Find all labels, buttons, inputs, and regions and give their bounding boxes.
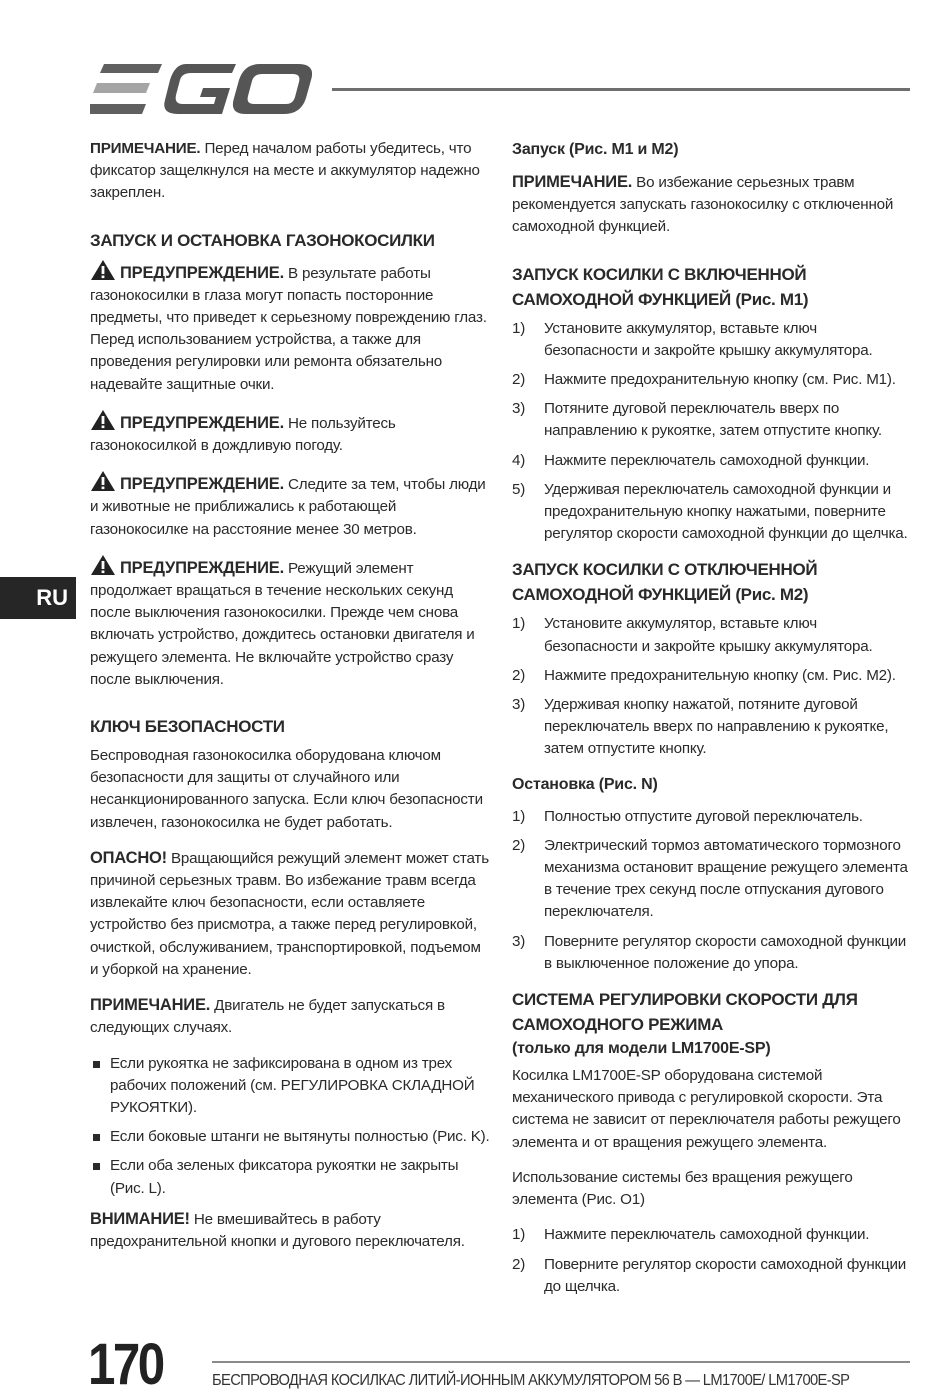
warning-icon bbox=[90, 409, 116, 431]
step-item: 3) Поверните регулятор скорости самоходной функции в выключенное положение до упора. bbox=[512, 932, 907, 972]
footer-rule bbox=[212, 1361, 910, 1363]
warning-label: ПРЕДУПРЕЖДЕНИЕ. bbox=[120, 475, 284, 494]
warning-paragraph bbox=[90, 470, 490, 541]
section-heading-safety-key: КЛЮЧ БЕЗОПАСНОСТИ bbox=[90, 717, 285, 737]
list-item: Если рукоятка не зафиксирована в одном из трех рабочих положений (см. РЕГУЛИРОВКА СКЛАДНОЙ РУКОЯТКИ). bbox=[90, 1053, 490, 1120]
language-tab: RU bbox=[0, 577, 76, 619]
bullet-square-icon bbox=[93, 1061, 100, 1068]
warning-text: В результате работы газонокосилки в глаза могут попасть посторонние предметы, что приведет к серьезному повреждению глаз. Перед использованием устройства, а также для проведения регулировки или ремонта обязательно надевайте защитные очки. bbox=[90, 264, 487, 393]
step-item: 2) Нажмите предохранительную кнопку (см. Рис. M1). bbox=[512, 371, 896, 389]
note-paragraph bbox=[90, 994, 490, 1039]
step-item: 3) Потяните дуговой переключатель вверх по направлению к рукоятке, затем отпустите кнопку. bbox=[512, 400, 882, 440]
step-item: 1) Полностью отпустите дуговой переключатель. bbox=[512, 807, 863, 825]
step-item: 2) Поверните регулятор скорости самоходной функции до щелчка. bbox=[512, 1255, 907, 1295]
warning-icon bbox=[90, 470, 116, 492]
usage-paragraph: Использование системы без вращения режущего элемента (Рис. O1) bbox=[512, 1168, 853, 1209]
speed-paragraph: Косилка LM1700E-SP оборудована системой механического привода с регулировкой скорости. Эта система не зависит от переключателя работы режущего элемента и от вращения режущего элемента. bbox=[512, 1067, 901, 1151]
conditions-list bbox=[90, 1053, 490, 1200]
step-item: 4) Нажмите переключатель самоходной функции. bbox=[512, 451, 870, 469]
speed-subtitle: (только для модели LM1700E-SP) bbox=[512, 1040, 771, 1058]
danger-paragraph bbox=[90, 847, 490, 981]
bullet-square-icon bbox=[93, 1163, 100, 1170]
stop-heading: Остановка (Рис. N) bbox=[512, 775, 658, 793]
section-heading-start-manual: ЗАПУСК КОСИЛКИ С ОТКЛЮЧЕННОЙ САМОХОДНОЙ ФУНКЦИЕЙ (Рис. M2) bbox=[512, 560, 818, 605]
ego-logo bbox=[90, 64, 312, 114]
footer-text: БЕСПРОВОДНАЯ КОСИЛКАС ЛИТИЙ-ИОННЫМ АККУМУЛЯТОРОМ 56 В — LM1700E/ LM1700E-SP bbox=[212, 1372, 850, 1389]
steps-list bbox=[512, 613, 912, 760]
warning-label: ПРЕДУПРЕЖДЕНИЕ. bbox=[120, 558, 284, 577]
steps-list bbox=[512, 806, 912, 975]
warning-icon bbox=[90, 554, 116, 576]
start-heading: Запуск (Рис. M1 и M2) bbox=[512, 141, 679, 158]
note-label: ПРИМЕЧАНИЕ. bbox=[512, 173, 633, 191]
warning-paragraph bbox=[90, 554, 490, 691]
warning-text: Не пользуйтесь газонокосилкой в дождливую погоду. bbox=[90, 414, 396, 455]
step-item: 5) Удерживая переключатель самоходной функции и предохранительную кнопку нажатыми, поверните регулятор скорости самоходной функции до щелчка. bbox=[512, 480, 908, 543]
list-item: Если оба зеленых фиксатора рукоятки не закрыты (Рис. L). bbox=[90, 1155, 490, 1199]
steps-list bbox=[512, 1224, 912, 1298]
warning-text: Следите за тем, чтобы люди и животные не приближались к работающей газонокосилке на расстояние менее 30 метров. bbox=[90, 476, 486, 538]
note-label: ПРИМЕЧАНИЕ. bbox=[90, 996, 211, 1015]
note-text: Двигатель не будет запускаться в следующих случаях. bbox=[90, 997, 445, 1037]
section-heading-start-stop: ЗАПУСК И ОСТАНОВКА ГАЗОНОКОСИЛКИ bbox=[90, 230, 435, 250]
note-text: Перед началом работы убедитесь, что фиксатор защелкнулся на месте и аккумулятор надежно закреплен. bbox=[90, 140, 480, 202]
warning-label: ПРЕДУПРЕЖДЕНИЕ. bbox=[120, 263, 284, 282]
section-heading-start-self-propelled: ЗАПУСК КОСИЛКИ С ВКЛЮЧЕННОЙ САМОХОДНОЙ ФУНКЦИЕЙ (Рис. M1) bbox=[512, 264, 809, 309]
warning-paragraph bbox=[90, 409, 490, 457]
step-item: 1) Установите аккумулятор, вставьте ключ безопасности и закройте крышку аккумулятора. bbox=[512, 319, 873, 359]
note-label: ПРИМЕЧАНИЕ. bbox=[90, 140, 201, 157]
attention-text: Не вмешивайтесь в работу предохранительной кнопки и дугового переключателя. bbox=[90, 1210, 465, 1250]
header-rule bbox=[332, 88, 910, 91]
note-paragraph bbox=[90, 138, 490, 205]
note-text: Во избежание серьезных травм рекомендуется запускать газонокосилку с отключенной самоходной функцией. bbox=[512, 174, 894, 236]
step-item: 2) Нажмите предохранительную кнопку (см. Рис. M2). bbox=[512, 666, 896, 684]
danger-label: ОПАСНО! bbox=[90, 848, 167, 867]
danger-text: Вращающийся режущий элемент может стать причиной серьезных травм. Во избежание травм всегда извлекайте ключ безопасности, если оставляете устройство без присмотра, а также перед регулировкой, очисткой, обслуживанием, транспортировкой, подъемом и уборкой на хранение. bbox=[90, 849, 489, 978]
warning-icon bbox=[90, 259, 116, 281]
left-column bbox=[90, 138, 490, 1266]
safety-key-paragraph: Беспроводная газонокосилка оборудована ключом безопасности для защиты от случайного или несанкционированного запуска. Если ключ безопасности извлечен, газонокосилка не будет работать. bbox=[90, 747, 483, 831]
warning-label: ПРЕДУПРЕЖДЕНИЕ. bbox=[120, 413, 284, 432]
step-item: 3) Удерживая кнопку нажатой, потяните дуговой переключатель вверх по направлению к рукоятке, затем отпустите кнопку. bbox=[512, 696, 889, 758]
right-column bbox=[512, 138, 912, 1310]
list-item: Если боковые штанги не вытянуты полностью (Рис. K). bbox=[90, 1126, 490, 1148]
attention-paragraph bbox=[90, 1208, 490, 1253]
warning-text: Режущий элемент продолжает вращаться в течение нескольких секунд после выключения газонокосилки. Прежде чем снова включать устройство, дождитесь остановки двигателя и режущего элемента. Не включайте устройство сразу после выключения. bbox=[90, 559, 475, 688]
step-item: 2) Электрический тормоз автоматического тормозного механизма остановит вращение режущего элемента в течение трех секунд после отпускания дугового переключателя. bbox=[512, 836, 908, 921]
note-paragraph bbox=[512, 171, 912, 239]
warning-paragraph bbox=[90, 259, 490, 396]
attention-label: ВНИМАНИЕ! bbox=[90, 1209, 190, 1228]
section-heading-speed-system: СИСТЕМА РЕГУЛИРОВКИ СКОРОСТИ ДЛЯ САМОХОДНОГО РЕЖИМА bbox=[512, 990, 858, 1035]
step-item: 1) Нажмите переключатель самоходной функции. bbox=[512, 1226, 870, 1244]
page-number: 170 bbox=[88, 1332, 163, 1397]
step-item: 1) Установите аккумулятор, вставьте ключ безопасности и закройте крышку аккумулятора. bbox=[512, 615, 873, 655]
steps-list bbox=[512, 318, 912, 546]
bullet-square-icon bbox=[93, 1134, 100, 1141]
